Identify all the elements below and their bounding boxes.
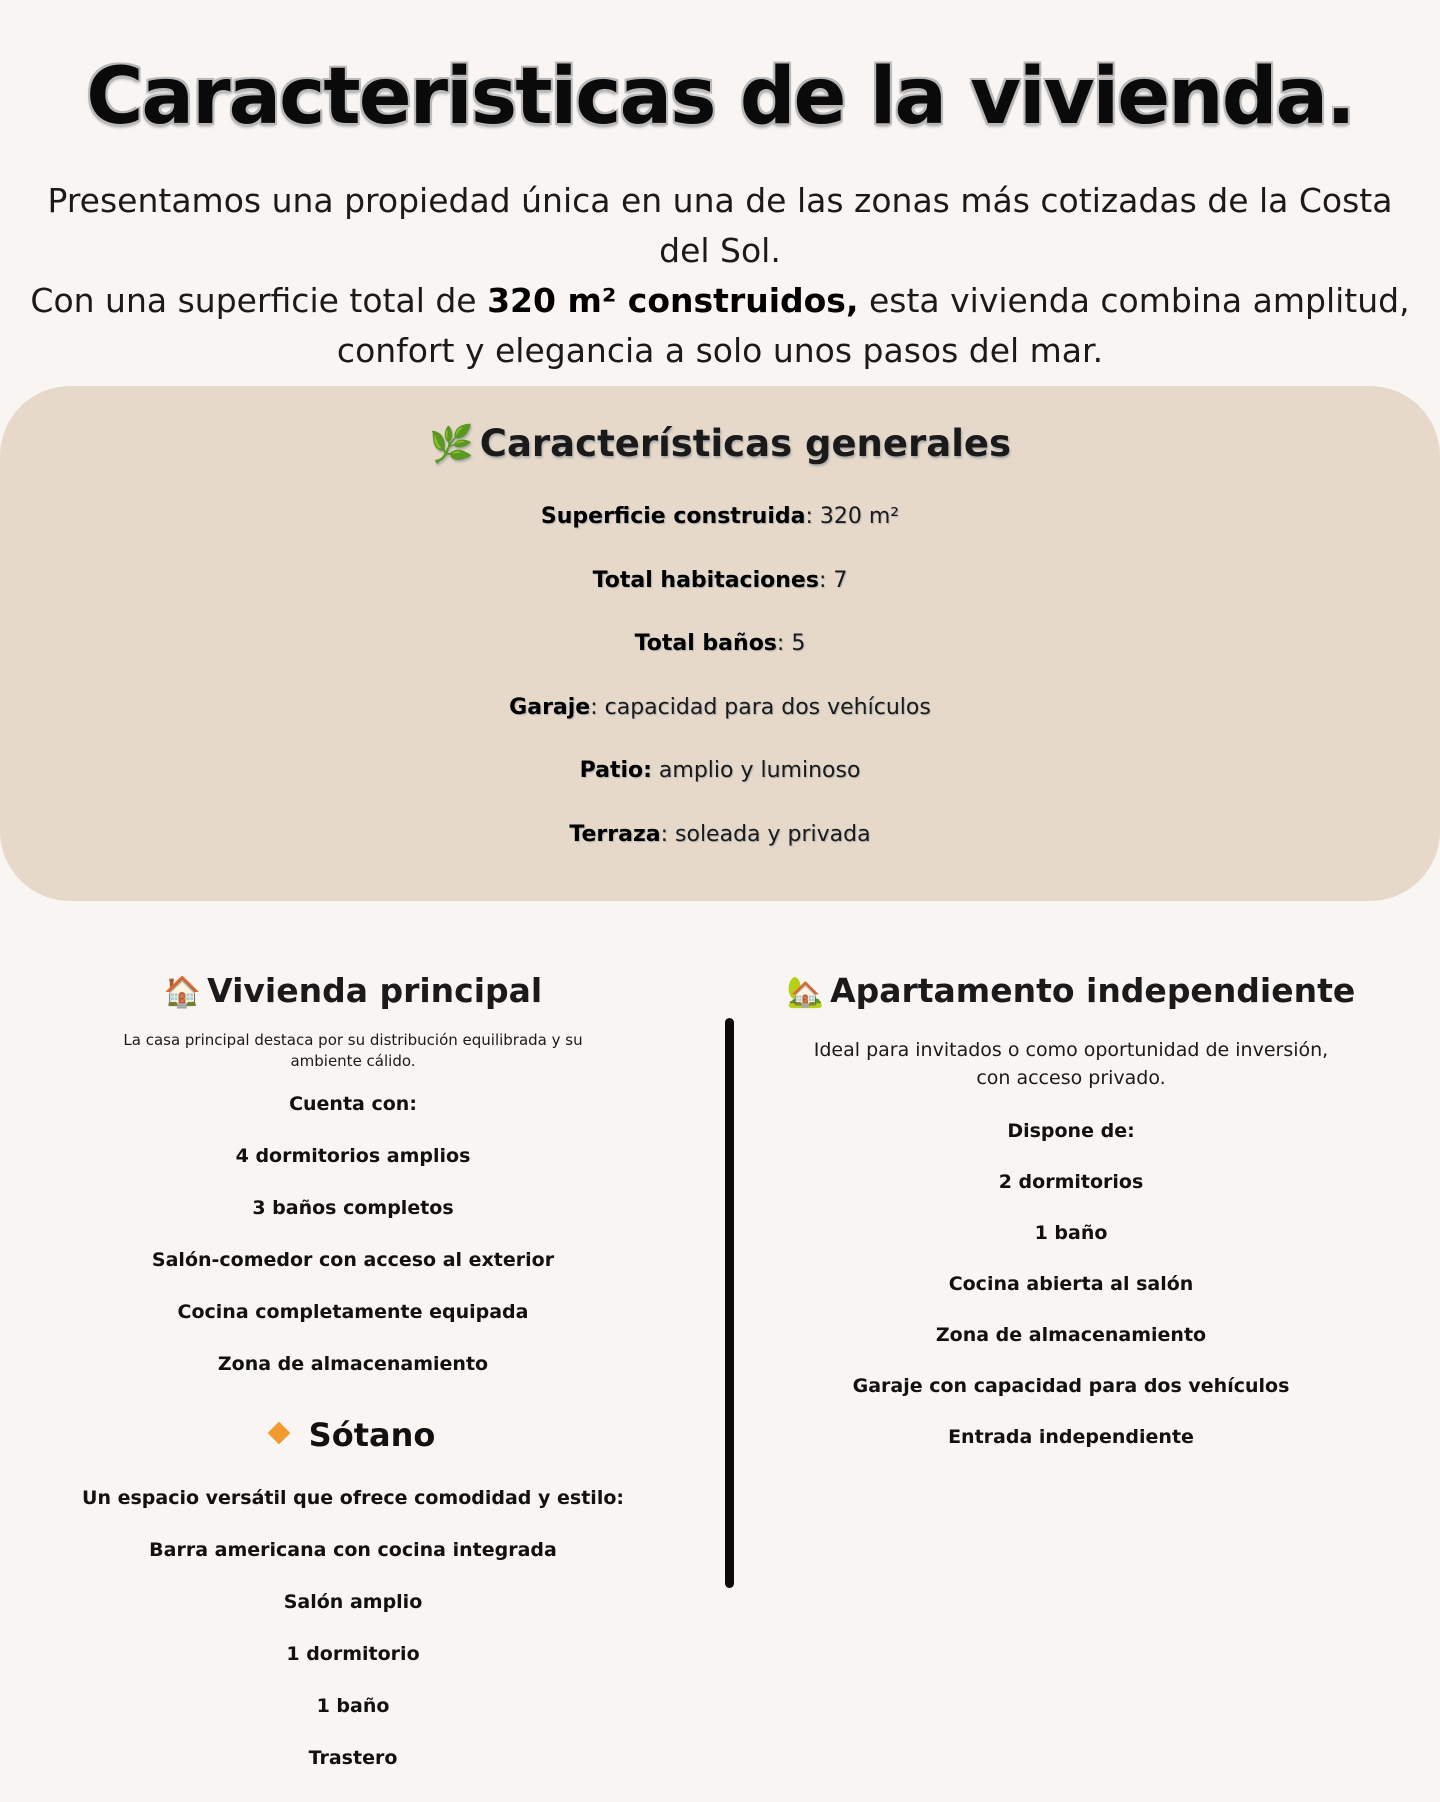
list-item: 3 baños completos xyxy=(252,1197,454,1219)
general-item-garaje xyxy=(0,695,1440,759)
list-item: Zona de almacenamiento xyxy=(217,1353,489,1375)
principal-title-text: Vivienda principal xyxy=(207,971,543,1010)
intro-line-2-suffix: esta vivienda combina amplitud, confort y elegancia a solo unos pasos del mar. xyxy=(336,281,1410,370)
intro-line-2-prefix: Con una superficie total de xyxy=(30,281,488,320)
list-item: 4 dormitorios amplios xyxy=(235,1145,471,1167)
list-item: Salón-comedor con acceso al exterior xyxy=(151,1249,555,1271)
general-item-label: Patio: xyxy=(579,758,652,783)
general-item-terraza xyxy=(0,822,1440,886)
list-item: Entrada independiente xyxy=(948,1426,1194,1448)
list-item: Garaje con capacidad para dos vehículos xyxy=(852,1375,1290,1397)
column-divider xyxy=(725,1018,734,1588)
list-item: Trastero xyxy=(308,1747,398,1769)
principal-intro: Cuenta con: xyxy=(289,1093,417,1115)
general-features-list xyxy=(0,504,1440,885)
apartamento-intro: Dispone de: xyxy=(1007,1120,1135,1142)
general-features-title xyxy=(0,422,1440,465)
general-item-sep: : xyxy=(590,694,605,720)
sotano-list xyxy=(70,1472,636,1784)
apartamento-list xyxy=(786,1106,1356,1463)
herb-icon: 🌿 xyxy=(428,424,474,465)
house-garden-icon: 🏡 xyxy=(786,975,825,1010)
general-features-panel xyxy=(0,386,1440,901)
general-item-label: Superficie construida xyxy=(540,504,806,529)
general-item-label: Total baños xyxy=(634,631,777,656)
general-item-label: Total habitaciones xyxy=(592,567,819,593)
general-item-value: soleada y privada xyxy=(675,821,871,847)
general-item-sep: : xyxy=(818,567,834,593)
general-item-sep: : xyxy=(805,504,820,529)
list-item: Zona de almacenamiento xyxy=(935,1324,1207,1346)
general-item-sep xyxy=(652,758,659,783)
list-item: 2 dormitorios xyxy=(998,1171,1144,1193)
sotano-title-text: Sótano xyxy=(308,1416,436,1454)
general-item-value: capacidad para dos vehículos xyxy=(604,694,931,720)
list-item: Cocina abierta al salón xyxy=(948,1273,1194,1295)
list-item: 1 dormitorio xyxy=(286,1643,420,1665)
list-item: Barra americana con cocina integrada xyxy=(149,1539,557,1561)
list-item: 1 baño xyxy=(316,1695,390,1717)
general-item-value: 7 xyxy=(833,567,848,593)
apartamento-section xyxy=(786,968,1356,1463)
list-item: Cocina completamente equipada xyxy=(177,1301,529,1323)
general-item-habitaciones xyxy=(0,568,1440,632)
list-item: 1 baño xyxy=(1034,1222,1108,1244)
general-item-patio xyxy=(0,758,1440,822)
general-item-label: Garaje xyxy=(509,694,591,720)
general-features-title-text: Características generales xyxy=(479,422,1012,465)
intro-line-2-bold: 320 m² construidos, xyxy=(487,281,859,320)
sotano-intro: Un espacio versátil que ofrece comodidad y estilo: xyxy=(82,1487,624,1509)
intro-line-2 xyxy=(30,276,1410,376)
general-item-banos xyxy=(0,631,1440,695)
principal-title xyxy=(70,968,636,1016)
general-item-value: 320 m² xyxy=(819,504,900,529)
general-item-value: 5 xyxy=(791,631,806,656)
intro-text xyxy=(30,176,1410,376)
general-item-value: amplio y luminoso xyxy=(658,758,861,783)
apartamento-title xyxy=(786,968,1356,1016)
principal-description: La casa principal destaca por su distribución equilibrada y su ambiente cálido. xyxy=(123,1031,583,1070)
page-title: Caracteristicas de la vivienda. xyxy=(86,52,1354,142)
general-item-label: Terraza xyxy=(569,821,661,847)
general-item-sep: : xyxy=(660,821,676,847)
apartamento-title-text: Apartamento independiente xyxy=(830,971,1356,1010)
orange-diamond-icon xyxy=(267,1422,290,1445)
principal-list xyxy=(70,1078,636,1390)
principal-section xyxy=(70,968,636,1784)
intro-line-1: Presentamos una propiedad única en una de las zonas más cotizadas de la Costa del Sol. xyxy=(47,181,1393,270)
house-icon: 🏠 xyxy=(163,975,202,1010)
sotano-title xyxy=(70,1412,636,1458)
general-item-superficie xyxy=(0,504,1440,568)
general-item-sep: : xyxy=(776,631,792,656)
list-item: Salón amplio xyxy=(283,1591,423,1613)
apartamento-description: Ideal para invitados o como oportunidad de inversión, con acceso privado. xyxy=(813,1039,1329,1089)
